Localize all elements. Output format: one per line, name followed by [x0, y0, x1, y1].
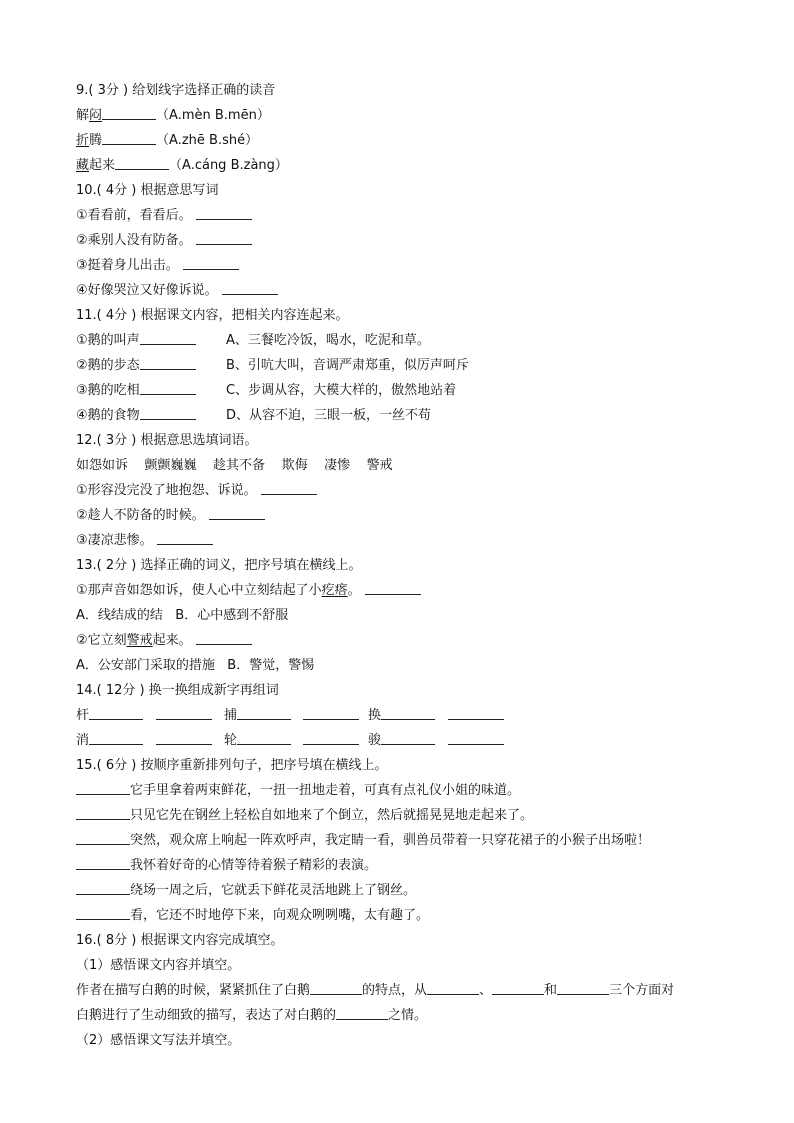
q9-item-2: 折腾 （A.zhē B.shé）: [76, 128, 726, 153]
answer-blank[interactable]: [76, 905, 130, 920]
q10-title: 10.( 4分 ) 根据意思写词: [76, 183, 219, 198]
answer-blank[interactable]: [140, 405, 196, 420]
answer-blank[interactable]: [237, 730, 291, 745]
q13-options-1: A．线结成的结 B．心中感到不舒服: [76, 608, 289, 623]
answer-blank[interactable]: [336, 1005, 388, 1020]
answer-blank[interactable]: [196, 205, 252, 220]
q9-title: 9.( 3分 ) 给划线字选择正确的读音: [76, 83, 276, 98]
answer-blank[interactable]: [303, 730, 359, 745]
answer-blank[interactable]: [427, 980, 479, 995]
answer-blank[interactable]: [76, 780, 130, 795]
q10-item: ②乘别人没有防备。: [76, 228, 726, 253]
q16-paragraph-line-1: 作者在描写白鹅的时候，紧紧抓住了白鹅 的特点，从 、 和 三个方面对: [76, 978, 726, 1003]
answer-blank[interactable]: [89, 730, 143, 745]
q16-title: 16.( 8分 ) 根据课文内容完成填空。: [76, 933, 284, 948]
q11-row: ②鹅的步态 B、引吭大叫，音调严肃郑重，似厉声呵斥: [76, 353, 726, 378]
q15-sentence: 只见它先在钢丝上轻松自如地来了个倒立，然后就摇晃晃地走起来了。: [76, 803, 726, 828]
q15-sentence: 我怀着好奇的心情等待着猴子精彩的表演。: [76, 853, 726, 878]
q12-word-bank: 如怨如诉 颤颤巍巍 趁其不备 欺侮 凄惨 警戒: [76, 458, 393, 473]
q12-item: ③凄凉悲惨。: [76, 528, 726, 553]
answer-blank[interactable]: [557, 980, 609, 995]
q10-item: ④好像哭泣又好像诉说。: [76, 278, 726, 303]
q16-paragraph-line-2: 白鹅进行了生动细致的描写，表达了对白鹅的 之情。: [76, 1003, 726, 1028]
answer-blank[interactable]: [492, 980, 544, 995]
q14-title: 14.( 12分 ) 换一换组成新字再组词: [76, 683, 279, 698]
q11-title: 11.( 4分 ) 根据课文内容，把相关内容连起来。: [76, 308, 349, 323]
q9-item-1: 解闷 （A.mèn B.mēn）: [76, 103, 726, 128]
answer-blank[interactable]: [76, 830, 130, 845]
q15-sentence: 突然，观众席上响起一阵欢呼声，我定睛一看，驯兽员带着一只穿花裙子的小猴子出场啦！: [76, 828, 726, 853]
q12-item: ①形容没完没了地抱怨、诉说。: [76, 478, 726, 503]
answer-blank[interactable]: [196, 630, 252, 645]
q16-sub-2: （2）感悟课文写法并填空。: [76, 1033, 241, 1048]
answer-blank[interactable]: [303, 705, 359, 720]
q10-item: ③挺着身儿出击。: [76, 253, 726, 278]
q14-row-2: 消 轮 骏: [76, 728, 726, 753]
answer-blank[interactable]: [76, 880, 130, 895]
q13-title: 13.( 2分 ) 选择正确的词义，把序号填在横线上。: [76, 558, 362, 573]
answer-blank[interactable]: [76, 805, 130, 820]
answer-blank[interactable]: [157, 530, 213, 545]
q9-item-3: 藏起来 （A.cáng B.zàng）: [76, 153, 726, 178]
q12-item: ②趁人不防备的时候。: [76, 503, 726, 528]
q13-options-2: A．公安部门采取的措施 B．警觉，警惕: [76, 658, 315, 673]
worksheet-page: [76, 78, 726, 1053]
q15-sentence: 绕场一周之后，它就丢下鲜花灵活地跳上了钢丝。: [76, 878, 726, 903]
answer-blank[interactable]: [140, 330, 196, 345]
answer-blank[interactable]: [102, 105, 156, 120]
answer-blank[interactable]: [310, 980, 362, 995]
q12-title: 12.( 3分 ) 根据意思选填词语。: [76, 433, 258, 448]
q11-row: ③鹅的吃相 C、步调从容，大模大样的，傲然地站着: [76, 378, 726, 403]
answer-blank[interactable]: [156, 730, 212, 745]
q15-sentence: 它手里拿着两束鲜花，一扭一扭地走着，可真有点礼仪小姐的味道。: [76, 778, 726, 803]
answer-blank[interactable]: [237, 705, 291, 720]
answer-blank[interactable]: [209, 505, 265, 520]
answer-blank[interactable]: [448, 730, 504, 745]
answer-blank[interactable]: [102, 130, 156, 145]
answer-blank[interactable]: [381, 730, 435, 745]
answer-blank[interactable]: [222, 280, 278, 295]
answer-blank[interactable]: [115, 155, 169, 170]
q16-sub-1: （1）感悟课文内容并填空。: [76, 958, 241, 973]
q13-sentence-1: ①那声音如怨如诉，使人心中立刻结起了小疙瘩。: [76, 578, 726, 603]
answer-blank[interactable]: [89, 705, 143, 720]
q11-row: ④鹅的食物 D、从容不迫，三眼一板，一丝不苟: [76, 403, 726, 428]
q13-sentence-2: ②它立刻警戒起来。: [76, 628, 726, 653]
answer-blank[interactable]: [448, 705, 504, 720]
q15-title: 15.( 6分 ) 按顺序重新排列句子，把序号填在横线上。: [76, 758, 388, 773]
q15-sentence: 看，它还不时地停下来，向观众咧咧嘴，太有趣了。: [76, 903, 726, 928]
q14-row-1: 杆 捕 换: [76, 703, 726, 728]
answer-blank[interactable]: [140, 380, 196, 395]
q10-item: ①看看前，看看后。: [76, 203, 726, 228]
answer-blank[interactable]: [76, 855, 130, 870]
answer-blank[interactable]: [381, 705, 435, 720]
answer-blank[interactable]: [196, 230, 252, 245]
answer-blank[interactable]: [156, 705, 212, 720]
answer-blank[interactable]: [261, 480, 317, 495]
answer-blank[interactable]: [365, 580, 421, 595]
answer-blank[interactable]: [140, 355, 196, 370]
answer-blank[interactable]: [183, 255, 239, 270]
q11-row: ①鹅的叫声 A、三餐吃冷饭，喝水，吃泥和草。: [76, 328, 726, 353]
